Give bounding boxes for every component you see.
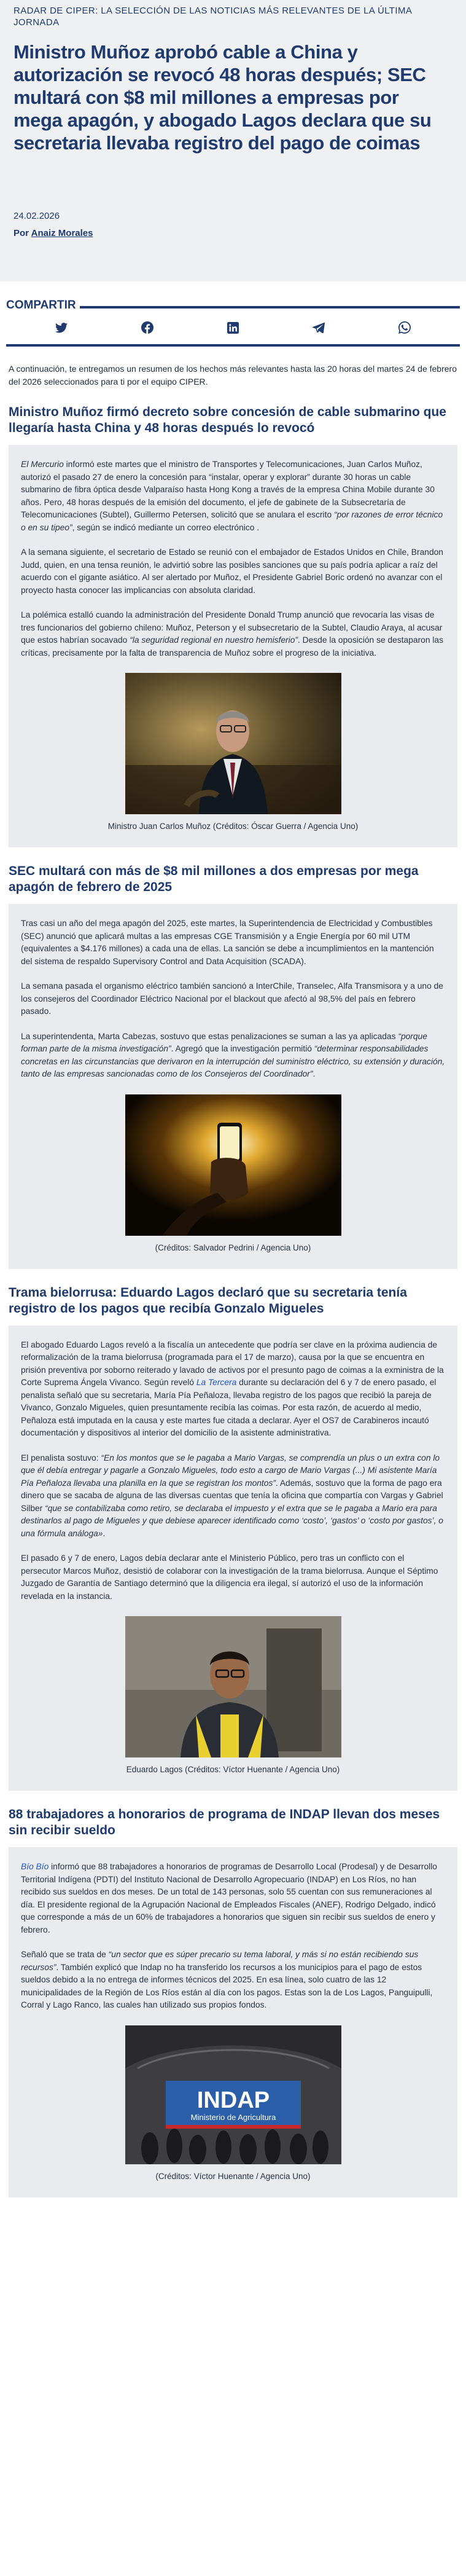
section-body [9,1847,457,2197]
share-bar [0,281,466,347]
figure [21,2025,445,2183]
intro-text: A continuación, te entregamos un resumen de los hechos más relevantes hasta las 20 horas del martes 24 de febrero del 2026 seleccionados para ti por el equipo CIPER. [9,364,457,387]
publish-date: 24.02.2026 [14,211,60,221]
facebook-icon[interactable] [139,320,155,336]
section-title: 88 trabajadores a honorarios de programa de INDAP llevan dos meses sin recibir sueldo [9,1807,440,1837]
linkedin-icon[interactable] [225,320,241,336]
paragraph: Señaló que se trata de “un sector que es súper precario su tema laboral, y más si no están recibiendo sus recursos”. También explicó que Indap no ha transferido los recursos a los municipios para el pago de estos sueldos debido a la no entrega de informes técnicos del 2025. En esa línea, solo cuatro de las 12 municipalidades de la Región de Los Ríos están al día con los pagos. Estas son la de Los Lagos, Panguipulli, Corral y Lago Ranco, las cuales han utilizado sus propios fondos. [21,1950,433,2009]
paragraph: El Mercurio informó este martes que el ministro de Transportes y Telecomunicaciones, Juan Carlos Muñoz, autorizó el pasado 27 de enero la concesión para “instalar, operar y explorar” durante 30 horas un cable submarino de fibra óptica desde Valparaíso hasta Hong Kong a través de la empresa China Mobile durante 30 años. Pero, 48 horas después de la emisión del documento, el jefe de gabinete de la Subsecretaría de Telecomunicaciones (Subtel), Guillermo Petersen, solicitó que se anulara el escrito “por razones de error técnico o en su tipeo”, según se indicó mediante un correo electrónico . [21,460,443,532]
paragraph: La superintendenta, Marta Cabezas, sostuvo que estas penalizaciones se suman a las ya aplicadas “porque forman parte de la misma investigación”. Agregó que la investigación permitió “determinar responsabilidades concretas en las circunstancias que derivaron en la interrupción del suministro eléctrico, su extensión y duración, tanto de las empresas sancionadas como de los Consejeros del Coordinador”. [21,1031,445,1078]
photo-caption: (Créditos: Salvador Pedrini / Agencia Uno) [155,1243,311,1252]
article-meta [14,208,93,242]
figure [21,1094,445,1254]
photo-caption: Eduardo Lagos (Créditos: Víctor Huenante / Agencia Uno) [126,1765,340,1774]
twitter-icon[interactable] [53,320,69,336]
source-name: El Mercurio [21,460,64,469]
author-link[interactable]: Anaiz Morales [31,228,93,238]
telegram-icon[interactable] [311,320,327,336]
paragraph: Bío Bío informó que 88 trabajadores a honorarios de programas de Desarrollo Local (Prodesal) y de Desarrollo Territorial Indígena (PDTI) del Instituto Nacional de Desarrollo Agropecuario (INDAP) en Los Ríos, no han recibido sus sueldos en dos meses. De un total de 143 personas, solo 55 cuentan con sus remuneraciones al día. El presidente regional de la Agrupación Nacional de Empleados Fiscales (ANEF), Rodrigo Delgado, indicó que corresponde a más de un 60% de trabajadores a honorarios que siguen sin recibir sus sueldos de enero y febrero. [21,1862,437,1934]
share-icons [6,308,460,344]
section-title: Trama bielorrusa: Eduardo Lagos declaró que su secretaria tenía registro de los pagos que recibía Gonzalo Migueles [9,1285,407,1316]
photo-lagos [125,1616,341,1757]
source-link[interactable]: Bío Bío [21,1862,49,1871]
paragraph: La polémica estalló cuando la administración del Presidente Donald Trump anunció que revocaría las visas de tres funcionarios del gobierno chileno: Muñoz, Peterson y el subsecretario de la Subtel, Claudio Araya, al acusar que estos habrían socavado “la seguridad regional en nuestro hemisferio”. Desde la oposición se destaparon las críticas, precisamente por la falta de transparencia de Muñoz sobre el progreso de la iniciativa. [21,610,443,658]
photo-blackout [125,1094,341,1236]
news-section-sec [0,863,466,1269]
news-section-lagos [0,1285,466,1791]
paragraph: La semana pasada el organismo eléctrico también sancionó a InterChile, Transelec, Alfa Transmisora y a uno de los consejeros del Coordinador Eléctrico Nacional por el blackout que afectó al 98,5% del país en febrero pasado. [21,981,443,1016]
sign-text-indap: INDAP [196,2087,270,2113]
figure [21,1616,445,1776]
photo-indap [125,2025,341,2164]
section-title: SEC multará con más de $8 mil millones a dos empresas por mega apagón de febrero de 2025 [9,864,419,894]
news-section-cable [0,404,466,847]
source-link[interactable]: La Tercera [196,1378,237,1387]
photo-caption: (Créditos: Víctor Huenante / Agencia Uno) [155,2171,311,2181]
byline [14,225,93,242]
paragraph: El abogado Eduardo Lagos reveló a la fiscalía un antecedente que podría ser clave en la próxima audiencia de reformalización de la trama bielorrusa (programada para el 17 de marzo), causa por la que se encuentra en prisión preventiva por soborno reiterado y lavado de activos por el presunto pago de coimas a la exministra de la Corte Suprema Ángela Vivanco. Según reveló La Tercera durante su declaración del 6 y 7 de enero pasado, el penalista señaló que su secretaria, María Pía Peñaloza, llevaba registro de los pagos que recibió la pareja de Vivanco, Gonzalo Migueles, quien presuntamente recibía las coimas. Por esta razón, de acuerdo al medio, Peñaloza está imputada en la causa y este martes fue citada a declarar. Ayer el OS7 de Carabineros incautó documentación y dispositivos al interior del domicilio de la asistente administrativa. [21,1340,444,1437]
article-header [0,0,466,281]
section-body [9,1325,457,1791]
whatsapp-icon[interactable] [397,320,413,336]
paragraph: Tras casi un año del mega apagón del 2025, este martes, la Superintendencia de Electricidad y Combustibles (SEC) anunció que aplicará multas a las empresas CGE Transmisión y a Engie Energía por 60 mil UTM (equivalentes a $4.176 millones) a cada una de ellas. La sanción se debe a incumplimientos en la mantención del sistema de respaldo Supervisory Control and Data Acquisition (SCADA). [21,919,434,966]
news-section-indap [0,1807,466,2206]
paragraph: El pasado 6 y 7 de enero, Lagos debía declarar ante el Ministerio Público, pero tras un conflicto con el persecutor Marcos Muñoz, desistió de colaborar con la investigación de la trama bielorrusa. Aunque el Séptimo Juzgado de Garantía de Santiago determinó que la diligencia era ilegal, sí autorizó el uso de la información revelada en la instancia. [21,1553,438,1601]
section-body [9,445,457,847]
section-title: Ministro Muñoz firmó decreto sobre concesión de cable submarino que llegaría hasta China y 48 horas después lo revocó [9,405,446,435]
paragraph: El penalista sostuvo: “En los montos que se le pagaba a Mario Vargas, se comprendía un plus o un extra con lo que él debía entregar y pagarle a Gonzalo Migueles, todo esto a cargo de Mario Vargas (...) Mi asistente María Pía Peñaloza llevaba una planilla en la que se registran los montos”. Además, sostuvo que la forma de pago era dinero que se sacaba de alguna de las diversas cuentas que tenía la oficina que compartía con Vargas y Gabriel Silber “que se contabilizaba como retiro, se declaraba el impuesto y el extra que se le pagaba a Mario era para destinarlos al pago de Migueles y que debiese aparecer identificado como ‘costo’, ‘gastos’ o ‘costo por gastos’, o una fórmula análoga». [21,1453,443,1538]
sign-text-ministerio: Ministerio de Agricultura [190,2112,276,2122]
figure [21,673,445,833]
section-body [9,904,457,1269]
article-title: Ministro Muñoz aprobó cable a China y autorización se revocó 48 horas después; SEC multará con $8 mil millones a empresas por mega apagón, y abogado Lagos declara que su secretaria llevaba registro del pago de coimas [14,41,432,154]
share-label: COMPARTIR [6,299,80,312]
byline-prefix: Por [14,228,31,238]
photo-caption: Ministro Juan Carlos Muñoz (Créditos: Óscar Guerra / Agencia Uno) [107,822,359,831]
paragraph: A la semana siguiente, el secretario de Estado se reunió con el embajador de Estados Unidos en Chile, Brandon Judd, quien, en una tensa reunión, le advirtió sobre las posibles sanciones que su país podría aplicar a raíz del acuerdo con el gigante asiático. Al ser alertado por Muñoz, el Presidente Gabriel Boric ordenó no avanzar con el proyecto hasta conocer las implicancias con absoluta claridad. [21,548,443,595]
kicker: RADAR DE CIPER: LA SELECCIÓN DE LAS NOTICIAS MÁS RELEVANTES DE LA ÚLTIMA JORNADA [14,6,412,28]
photo-minister [125,673,341,814]
